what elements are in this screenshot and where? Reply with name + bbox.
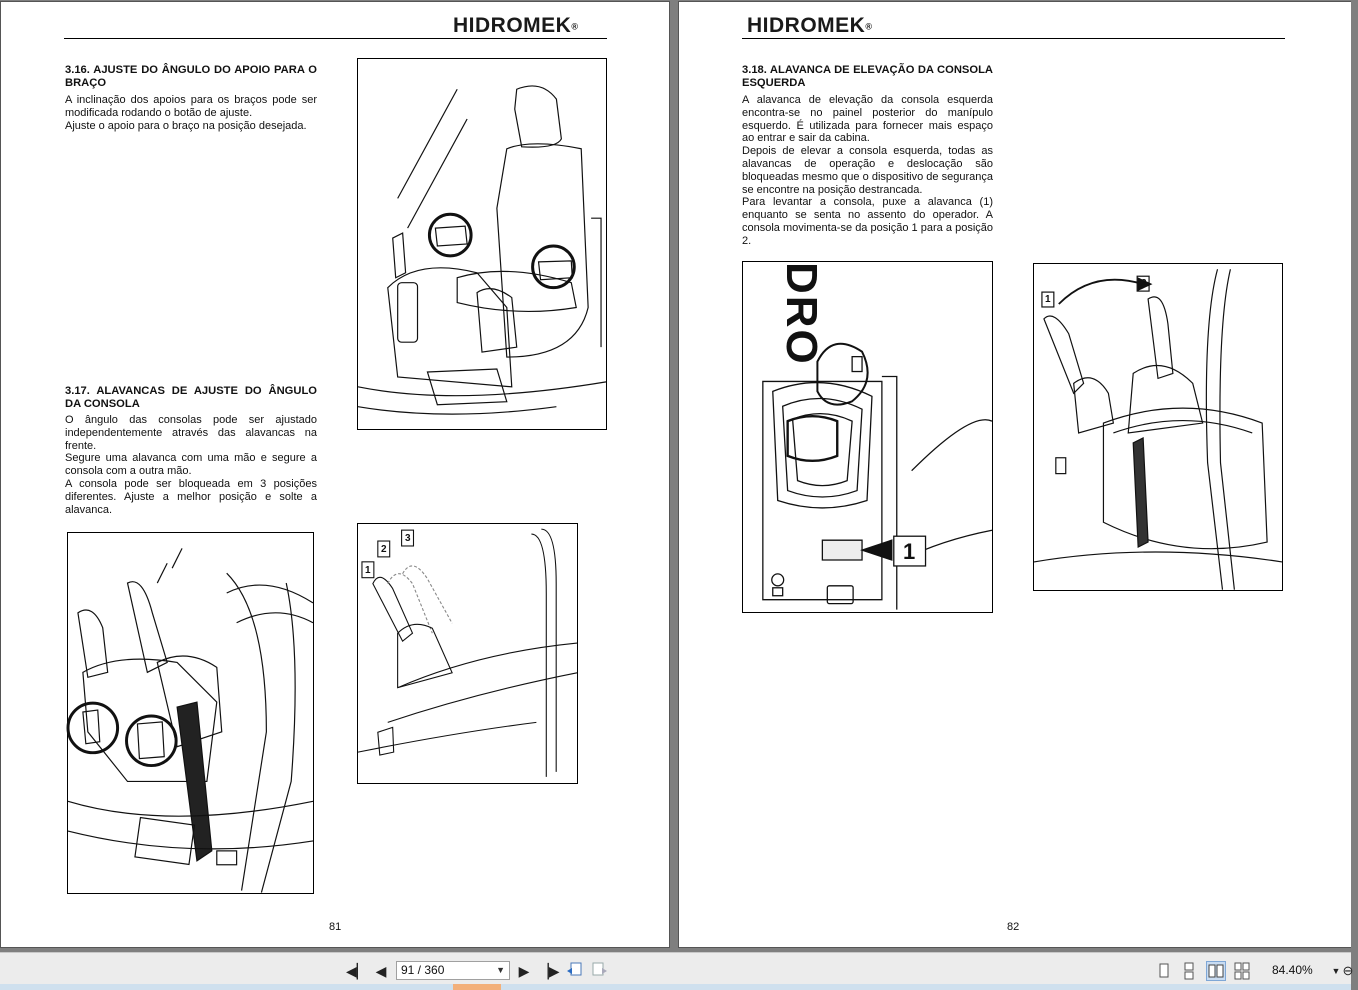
figure-lift-lever: [742, 261, 993, 613]
continuous-view-icon[interactable]: [1179, 961, 1199, 981]
page-number-input[interactable]: [396, 961, 510, 980]
paragraph: Para levantar a consola, puxe a alavanca (1) enquanto se senta no assento do operador. A consola movimenta-se da posição 1 para a posição 2.: [742, 196, 993, 247]
section-316-title: 3.16. AJUSTE DO ÂNGULO DO APOIO PARA O BRAÇO: [65, 64, 317, 89]
paragraph: Depois de elevar a consola esquerda, todas as alavancas de operação e deslocação são bloqueadas mesmo que o dispositivo de segurança se encontre na posição destrancada.: [742, 145, 993, 196]
paragraph: O ângulo das consolas pode ser ajustado independentemente através das alavancas na frente.: [65, 414, 317, 452]
hidromek-logo: HIDROMEK®: [453, 14, 579, 37]
two-page-continuous-view-icon[interactable]: [1232, 961, 1252, 981]
previous-page-icon[interactable]: ◀: [375, 963, 387, 979]
scroll-track[interactable]: [0, 984, 1351, 990]
paragraph: A inclinação dos apoios para os braços pode ser modificada rodando o botão de ajuste.: [65, 94, 317, 119]
zoom-level[interactable]: 84.40%: [1272, 963, 1313, 977]
scroll-thumb[interactable]: [453, 984, 501, 990]
paragraph: A alavanca de elevação da consola esquerda encontra-se no painel posterior do manípulo esquerdo. É utilizada para fornecer mais espaço ao entrar e sair da cabina.: [742, 94, 993, 145]
figure-seat-armrest: [357, 58, 607, 430]
section-317-title: 3.17. ALAVANCAS DE AJUSTE DO ÂNGULO DA CONSOLA: [65, 385, 317, 410]
page-number-right: 82: [1007, 921, 1020, 933]
two-page-view-icon[interactable]: [1206, 961, 1226, 981]
lever-callout-1: 1: [903, 539, 916, 564]
hidromek-logo: HIDROMEK®: [747, 14, 873, 37]
position-label-2: 2: [381, 544, 387, 555]
page-indicator: 91 / 360: [401, 963, 445, 977]
raise-label-2: 2: [1141, 278, 1147, 289]
figure-console-raise: [1033, 263, 1283, 591]
single-page-view-icon[interactable]: [1154, 961, 1174, 981]
first-page-icon[interactable]: ◀▏: [346, 963, 368, 979]
paragraph: Ajuste o apoio para o braço na posição desejada.: [65, 119, 307, 132]
document-page-left: [0, 1, 670, 948]
position-label-1: 1: [365, 565, 371, 576]
page-number-left: 81: [329, 921, 342, 933]
figure-console-levers: [67, 532, 314, 894]
go-forward-view-icon[interactable]: [590, 961, 610, 981]
hidromek-decal-text: DRO: [777, 262, 826, 366]
figure-console-positions: [357, 523, 578, 784]
section-317-body: [65, 414, 317, 516]
header-rule: [742, 38, 1285, 39]
paragraph: A consola pode ser bloqueada em 3 posições diferentes. Ajuste a melhor posição e solte a alavanca.: [65, 477, 317, 516]
raise-label-1: 1: [1045, 294, 1051, 305]
zoom-dropdown-chevron-icon[interactable]: ▼: [1331, 966, 1341, 976]
go-back-view-icon[interactable]: [564, 961, 584, 981]
last-page-icon[interactable]: ▕▶: [538, 963, 560, 979]
document-page-right: [678, 1, 1351, 948]
zoom-out-icon[interactable]: ⊖: [1342, 963, 1354, 978]
section-318-body: [742, 94, 993, 248]
next-page-icon[interactable]: ▶: [518, 963, 530, 979]
position-label-3: 3: [405, 533, 411, 544]
header-rule: [64, 38, 607, 39]
section-316-body: [65, 94, 317, 132]
chevron-down-icon[interactable]: ▼: [496, 965, 505, 975]
section-318-title: 3.18. ALAVANCA DE ELEVAÇÃO DA CONSOLA ESQUERDA: [742, 64, 993, 89]
paragraph: Segure uma alavanca com uma mão e segure a consola com a outra mão.: [65, 452, 317, 478]
